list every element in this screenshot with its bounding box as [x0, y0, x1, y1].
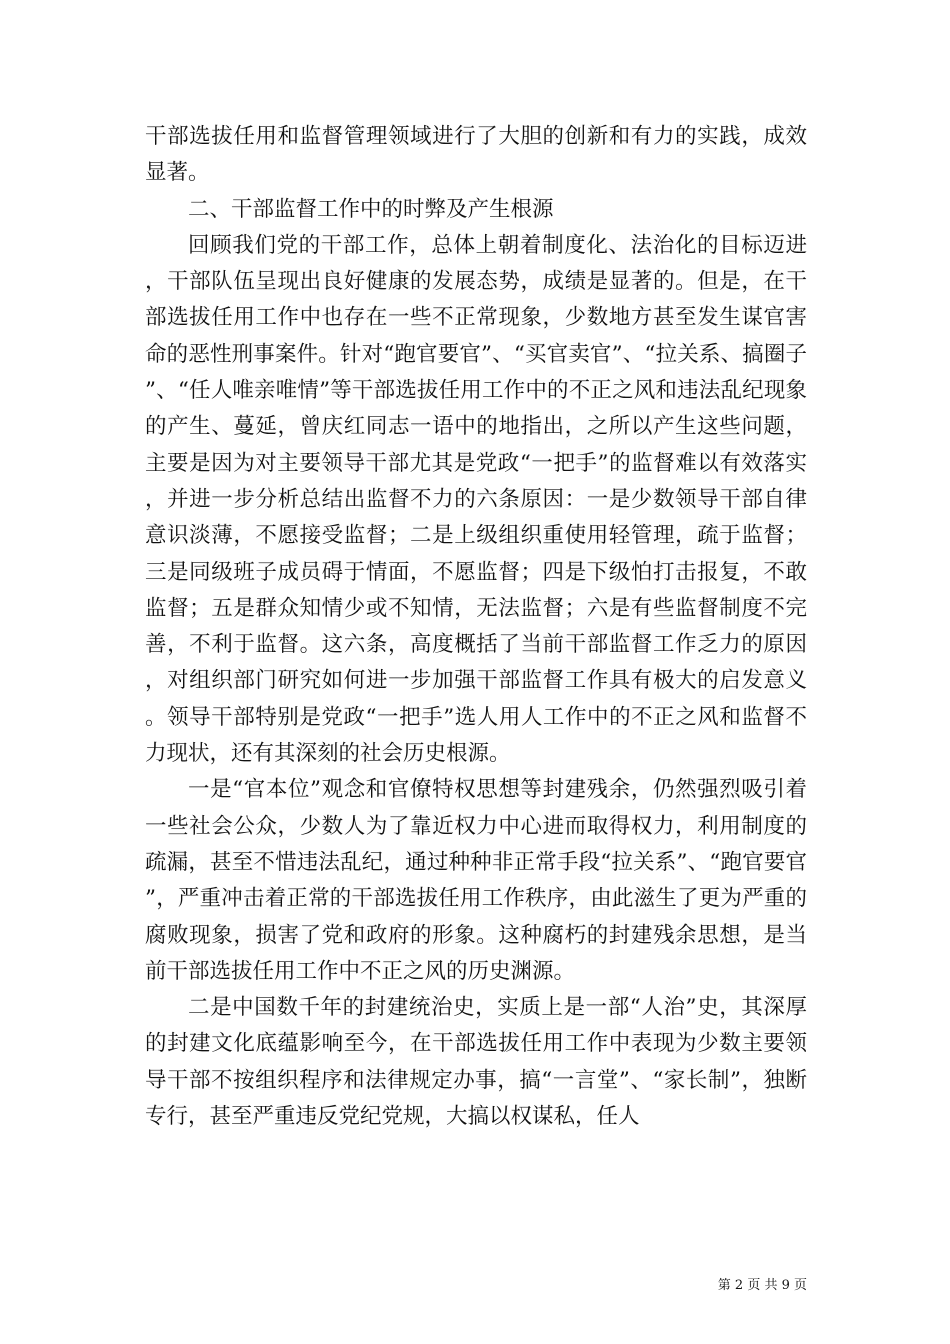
- paragraph-review: 回顾我们党的干部工作，总体上朝着制度化、法治化的目标迈进，干部队伍呈现出良好健康的发展态势，成绩是显著的。但是，在干部选拔任用工作中也存在一些不正常现象，少数地方甚至发生谋官害命的恶性刑事案件。针对“跑官要官”、“买官卖官”、“拉关系、搞圈子”、“任人唯亲唯情”等干部选拔任用工作中的不正之风和违法乱纪现象的产生、蔓延，曾庆红同志一语中的地指出，之所以产生这些问题，主要是因为对主要领导干部尤其是党政“一把手”的监督难以有效落实，并进一步分析总结出监督不力的六条原因：一是少数领导干部自律意识淡薄，不愿接受监督；二是上级组织重使用轻管理，疏于监督；三是同级班子成员碍于情面，不愿监督；四是下级怕打击报复，不敢监督；五是群众知情少或不知情，无法监督；六是有些监督制度不完善，不利于监督。这六条，高度概括了当前干部监督工作乏力的原因，对组织部门研究如何进一步加强干部监督工作具有极大的启发意义。领导干部特别是党政“一把手”选人用人工作中的不正之风和监督不力现状，还有其深刻的社会历史根源。: [145, 232, 807, 767]
- document-body: [145, 119, 807, 1135]
- section-heading: 二、干部监督工作中的时弊及产生根源: [188, 196, 554, 222]
- paragraph-reason-one: 一是“官本位”观念和官僚特权思想等封建残余，仍然强烈吸引着一些社会公众，少数人为了靠近权力中心进而取得权力，利用制度的疏漏，甚至不惜违法乱纪，通过种种非正常手段“拉关系”、“跑官要官”，严重冲击着正常的干部选拔任用工作秩序，由此滋生了更为严重的腐败现象，损害了党和政府的形象。这种腐朽的封建残余思想，是当前干部选拔任用工作中不正之风的历史渊源。: [145, 777, 807, 984]
- page-number-footer: 第 2 页 共 9 页: [717, 1278, 807, 1293]
- paragraph-continuation: 干部选拔任用和监督管理领域进行了大胆的创新和有力的实践，成效显著。: [145, 124, 807, 186]
- paragraph-reason-two: 二是中国数千年的封建统治史，实质上是一部“人治”史，其深厚的封建文化底蕴影响至今，在干部选拔任用工作中表现为少数主要领导干部不按组织程序和法律规定办事，搞“一言堂”、“家长制”，独断专行，甚至严重违反党纪党规，大搞以权谋私，任人: [145, 995, 807, 1130]
